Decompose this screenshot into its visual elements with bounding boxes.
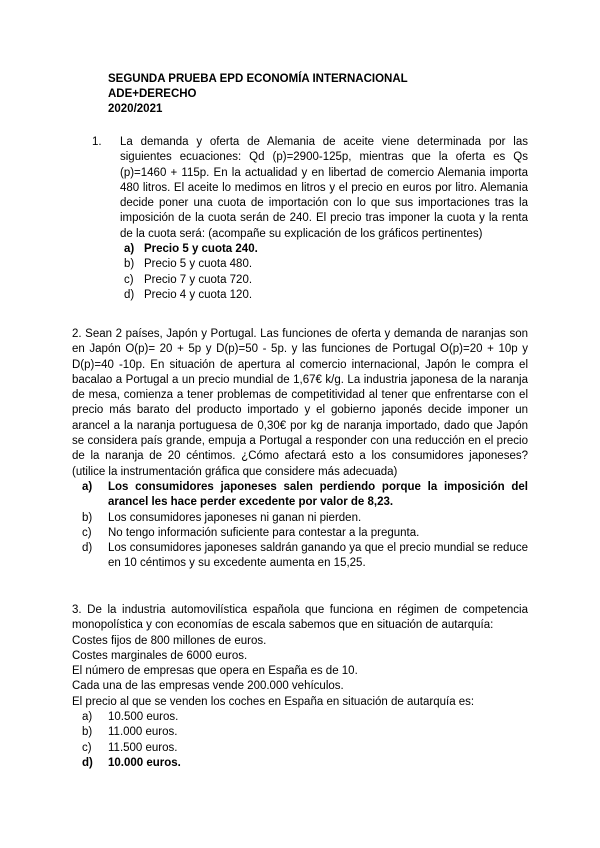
question-2-text: 2. Sean 2 países, Japón y Portugal. Las funciones de oferta y demanda de naranjas son en Japón O(p)= 20 + 5p y D(p)=50 - 5p. y las funciones de Portugal O(p)=20 + 10p y D(p)=40 -10p. En situación de apertura al comercio internacional, Japón le compra el bacalao a Portugal a un precio mundial de 1,67€ k/g. La industria japonesa de la naranja de mesa, comienza a tener problemas de competitividad al tener que enfrentarse con el precio más barato del producto importado y el gobierno japonés decide imponer un arancel a la naranja portuguesa de 0,30€ por kg de naranja importado, dado que Japón se considera país grande, empuja a Portugal a responder con una reducción en el precio de la naranja de 20 céntimos. ¿Cómo afectará esto a los consumidores japoneses? (utilice la instrumentación gráfica que considere más adecuada) [72,328,528,478]
question-3-fact: El número de empresas que opera en España es de 10. [72,665,358,678]
question-3-prompt: El precio al que se venden los coches en España en situación de autarquía es: [72,695,475,708]
question-3-option-c: c) 11.500 euros. [82,741,178,754]
exam-degree: ADE+DERECHO [108,88,197,100]
question-3-option-b: b) 11.000 euros. [82,726,178,739]
exam-title: SEGUNDA PRUEBA EPD ECONOMÍA INTERNACIONAL [108,73,408,85]
question-2-option-c: c) No tengo información suficiente para contestar a la pregunta. [82,526,420,539]
question-1-number: 1. [92,136,102,148]
question-3-fact: Costes marginales de 6000 euros. [72,649,248,662]
question-3-fact: Costes fijos de 800 millones de euros. [72,634,267,647]
question-1-text: La demanda y oferta de Alemania de aceite viene determinada por las siguientes ecuaciones: Qd (p)=2900-125p, mientras que la oferta es Qs (p)=1460 + 115p. En la actualidad y en libertad de comercio Alemania importa 480 litros. El aceite lo medimos en litros y el precio en euros por litro. Alemania decide poner una cuota de importación con lo que sus importaciones tras la imposición de la cuota serán de 240. El precio tras imponer la cuota y la renta de la cuota será: (acompañe su explicación de los gráficos pertinentes) [120,136,528,240]
question-1-option-b: b) Precio 5 y cuota 480. [124,258,253,271]
question-1-option-a: a) Precio 5 y cuota 240. [124,243,258,256]
question-2-options [72,480,528,572]
question-1-option-d: d) Precio 4 y cuota 120. [124,288,253,301]
exam-year: 2020/2021 [108,103,163,115]
question-2-option-d: d) Los consumidores japoneses saldrán ganando ya que el precio mundial se reduce en 10 céntimos y su excedente aumenta en 15,25. [82,542,528,570]
question-3-fact: Cada una de las empresas vende 200.000 vehículos. [72,680,344,693]
question-3-option-d: d) 10.000 euros. [82,756,181,769]
question-2-option-b: b) Los consumidores japoneses ni ganan ni pierden. [82,511,362,524]
question-3-options [72,710,528,771]
question-3-intro: 3. De la industria automovilística española que funciona en régimen de competencia monopolística y con economías de escala sabemos que en situación de autarquía: [72,604,528,632]
exam-header [108,72,408,117]
question-3-option-a: a) 10.500 euros. [82,711,179,724]
question-1 [92,135,528,303]
question-1-options [120,242,528,303]
question-1-option-c: c) Precio 7 y cuota 720. [124,273,253,286]
question-3 [72,603,528,771]
question-2 [72,327,528,572]
question-2-option-a: a) Los consumidores japoneses salen perdiendo porque la imposición del arancel les hace perder excedente por valor de 8,23. [82,480,528,509]
